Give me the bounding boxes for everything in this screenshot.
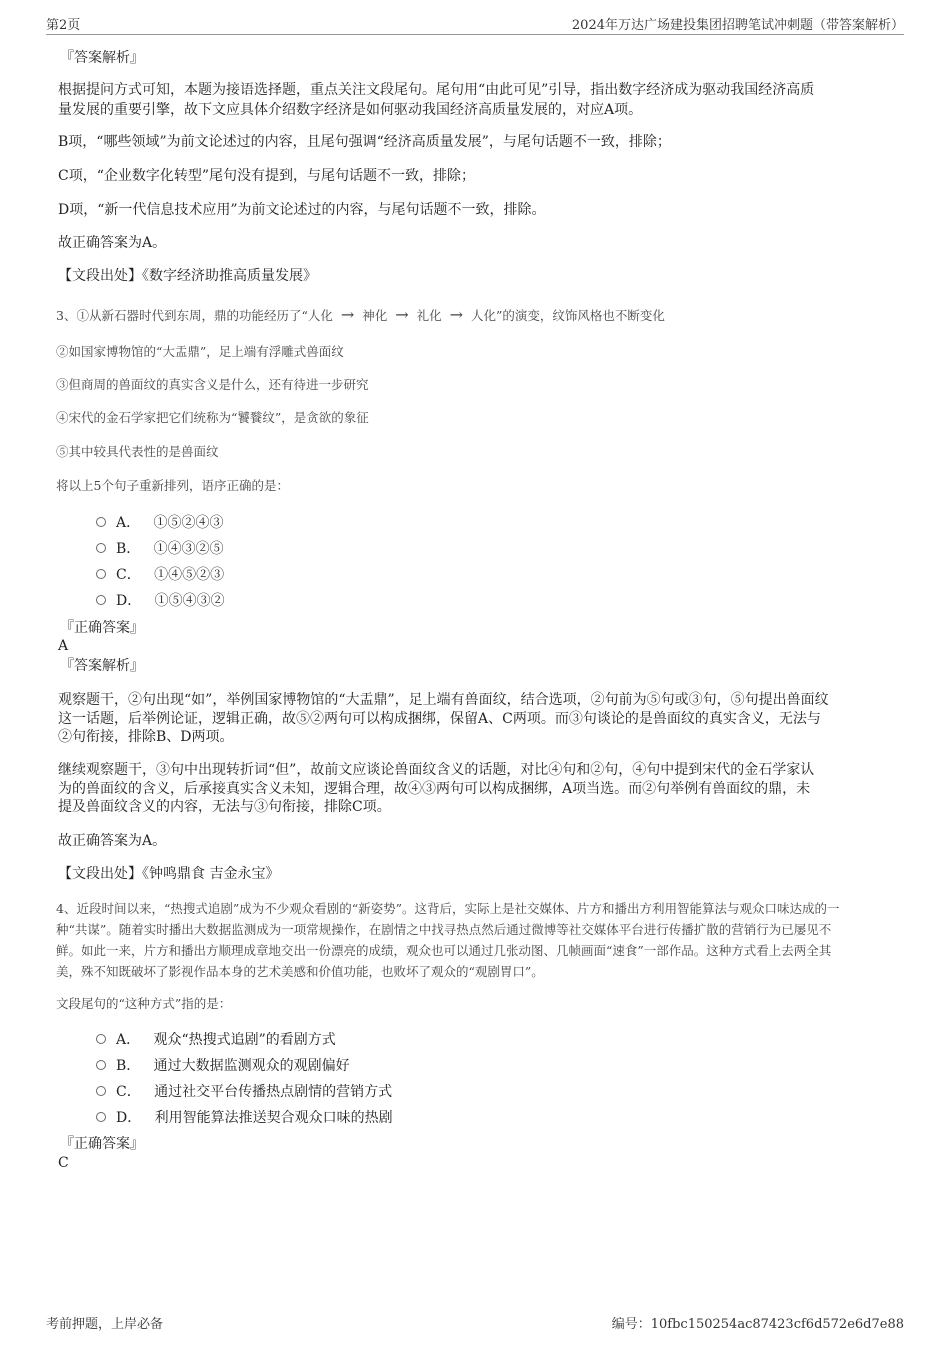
q3-analysis-b1: 继续观察题干，③句中出现转折词“但”，故前文应谈论兽面纹含义的话题，对比④句和②句，④句中提到宋代的金石学家认	[58, 762, 815, 778]
q3-sentence-5: ⑤其中较具代表性的是兽面纹	[56, 444, 219, 459]
q3-analysis-a3: ②句衔接，排除B、D两项。	[58, 729, 234, 745]
q3-sentence-1	[56, 305, 665, 324]
q4-passage-line: 4、近段时间以来，“热搜式追剧”成为不少观众看剧的“新姿势”。这背后，实际上是社交媒体、片方和播出方利用智能算法与观众口味达成的一	[56, 901, 840, 916]
radio-icon[interactable]	[96, 1112, 106, 1122]
q3-analysis-a2: 这一话题，后举例论证，逻辑正确，故⑤②两句可以构成捆绑，保留A、C两项。而③句谈论的是兽面纹的真实含义，无法与	[58, 711, 821, 727]
footer-slogan: 考前押题，上岸必备	[46, 1317, 164, 1332]
arrow-icon: →	[449, 305, 464, 324]
q2-conclusion: 故正确答案为A。	[58, 235, 167, 251]
q3-line1-part-b: 神化	[362, 308, 388, 323]
q4-option-c[interactable]: C． 通过社交平台传播热点剧情的营销方式	[96, 1081, 392, 1101]
radio-icon[interactable]	[96, 517, 106, 527]
footer-serial: 编号：10fbc150254ac87423cf6d572e6d7e88	[611, 1317, 904, 1332]
q4-passage-line: 种“共谋”。随着实时播出大数据监测成为一项常规操作，在剧情之中找寻热点然后通过微博等社交媒体平台进行传播扩散的营销行为已屡见不	[56, 922, 832, 937]
arrow-icon: →	[395, 305, 409, 324]
q4-prompt: 文段尾句的“这种方式”指的是：	[56, 996, 232, 1011]
q3-sentence-3: ③但商周的兽面纹的真实含义是什么，还有待进一步研究	[56, 377, 369, 392]
q4-option-d[interactable]: D． 利用智能算法推送契合观众口味的热剧	[96, 1107, 393, 1127]
q4-option-b[interactable]: B． 通过大数据监测观众的观剧偏好	[96, 1055, 350, 1075]
q3-source: 【文段出处】《钟鸣鼎食 吉金永宝》	[58, 866, 280, 882]
q2-analysis-title: 『答案解析』	[60, 50, 144, 66]
arrow-icon: →	[340, 305, 355, 324]
q3-option-d[interactable]: D． ①⑤④③②	[96, 590, 225, 610]
q4-answer-title: 『正确答案』	[60, 1136, 144, 1152]
q3-answer-title: 『正确答案』	[60, 620, 144, 636]
page-number: 第2页	[46, 18, 81, 33]
q4-passage-line: 美，殊不知既破坏了影视作品本身的艺术美感和价值功能，也败坏了观众的“观剧胃口”。	[56, 964, 544, 979]
q3-line1-part-c: 礼化	[416, 308, 442, 323]
q3-analysis-title: 『答案解析』	[60, 658, 144, 674]
q3-analysis-b3: 提及兽面纹含义的内容，无法与③句衔接，排除C项。	[58, 799, 391, 815]
q2-source: 【文段出处】《数字经济助推高质量发展》	[58, 268, 317, 284]
q3-answer: A	[58, 638, 69, 654]
q3-analysis-a1: 观察题干，②句出现“如”，举例国家博物馆的“大盂鼎”，足上端有兽面纹，结合选项，②句前为⑤句或③句，⑤句提出兽面纹	[58, 692, 829, 708]
radio-icon[interactable]	[96, 595, 106, 605]
document-title: 2024年万达广场建投集团招聘笔试冲刺题（带答案解析）	[571, 18, 904, 33]
q3-sentence-4: ④宋代的金石学家把它们统称为“饕餮纹”，是贪欲的象征	[56, 410, 369, 425]
radio-icon[interactable]	[96, 1060, 106, 1070]
q2-analysis-para3: C项，“企业数字化转型”尾句没有提到，与尾句话题不一致，排除；	[58, 168, 476, 184]
q3-conclusion: 故正确答案为A。	[58, 833, 167, 849]
q3-option-c[interactable]: C． ①④⑤②③	[96, 564, 224, 584]
radio-icon[interactable]	[96, 569, 106, 579]
q2-analysis-para1b: 量发展的重要引擎，故下文应具体介绍数字经济是如何驱动我国经济高质量发展的，对应A项。	[58, 102, 643, 118]
q3-analysis-b2: 为的兽面纹的含义，后承接真实含义未知，逻辑合理，故④③两句可以构成捆绑，A项当选。而②句举例有兽面纹的鼎，未	[58, 781, 811, 797]
q4-passage	[56, 898, 896, 982]
q2-analysis-para4: D项，“新一代信息技术应用”为前文论述过的内容，与尾句话题不一致，排除。	[58, 202, 546, 218]
q3-line1-part-a: 3、①从新石器时代到东周，鼎的功能经历了“人化	[56, 308, 333, 323]
radio-icon[interactable]	[96, 1086, 106, 1096]
q3-line1-part-d: 人化”的演变，纹饰风格也不断变化	[471, 308, 665, 323]
q4-answer: C	[58, 1155, 69, 1171]
q4-passage-line: 鲜。如此一来，片方和播出方顺理成章地交出一份漂亮的成绩，观众也可以通过几张动图、几帧画面“速食”一部作品。这种方式看上去两全其	[56, 943, 832, 958]
q3-option-a[interactable]: A． ①⑤②④③	[96, 512, 223, 532]
radio-icon[interactable]	[96, 543, 106, 553]
q3-option-b[interactable]: B． ①④③②⑤	[96, 538, 224, 558]
q3-sentence-2: ②如国家博物馆的“大盂鼎”，足上端有浮雕式兽面纹	[56, 344, 344, 359]
q2-analysis-para2: B项，“哪些领域”为前文论述过的内容，且尾句强调“经济高质量发展”，与尾句话题不一致，排除；	[58, 134, 671, 150]
q3-prompt: 将以上5个句子重新排列，语序正确的是：	[56, 478, 289, 493]
radio-icon[interactable]	[96, 1034, 106, 1044]
q2-analysis-para1: 根据提问方式可知，本题为接语选择题，重点关注文段尾句。尾句用“由此可见”引导，指出数字经济成为驱动我国经济高质	[58, 82, 815, 98]
q4-option-a[interactable]: A． 观众“热搜式追剧”的看剧方式	[96, 1029, 336, 1049]
page-header	[46, 14, 904, 35]
